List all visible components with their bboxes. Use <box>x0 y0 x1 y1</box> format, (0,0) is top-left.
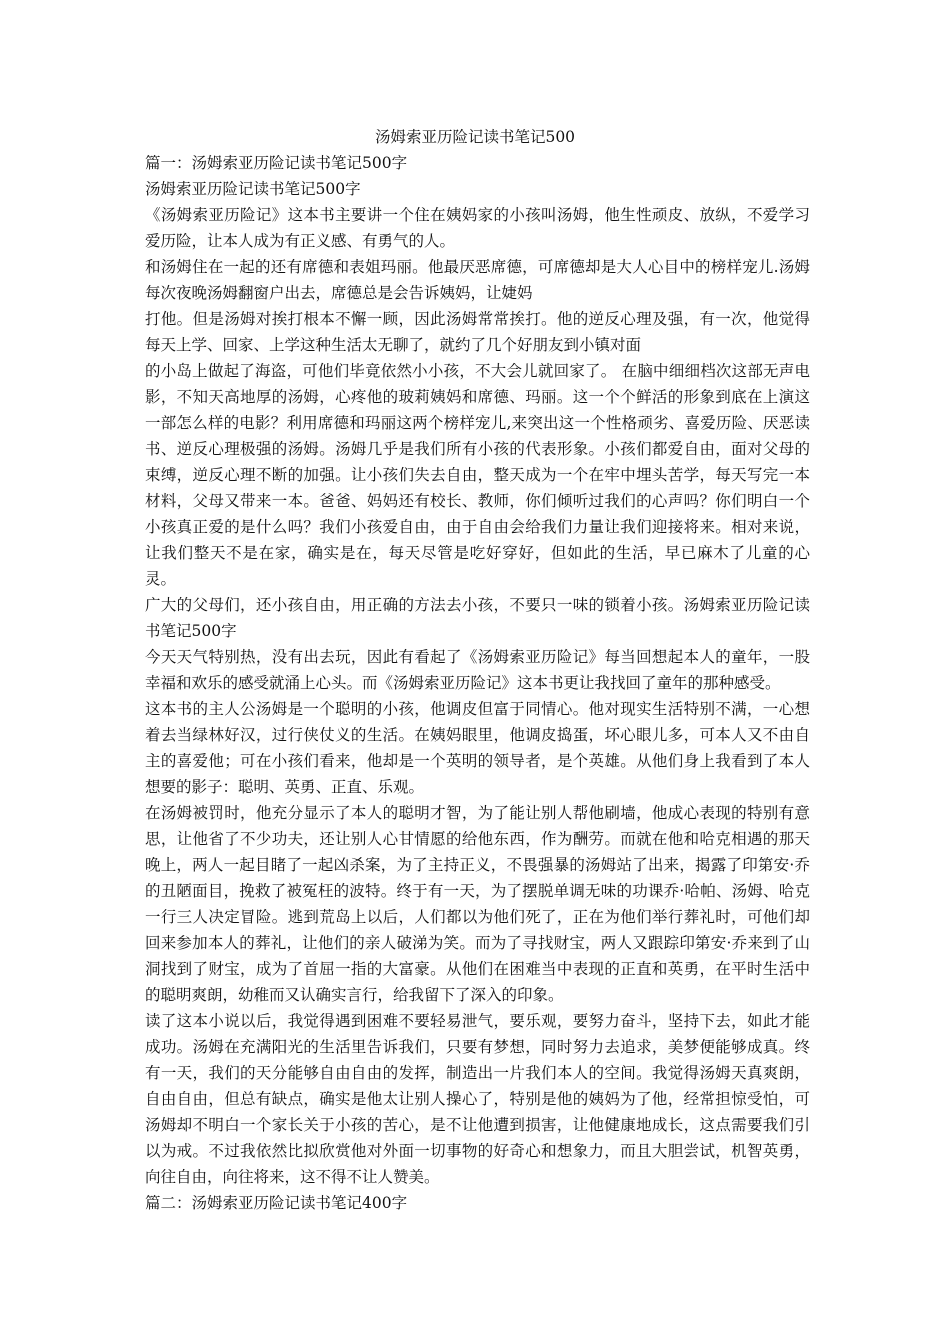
paragraph: 今天天气特别热，没有出去玩，因此有看起了《汤姆索亚历险记》每当回想起本人的童年，一股幸福和欢乐的感受就涌上心头。而《汤姆索亚历险记》这本书更让我找回了童年的那种感受。 <box>145 648 810 692</box>
paragraph-heading-part-1: 篇一：汤姆索亚历险记读书笔记500字 <box>145 154 408 172</box>
paragraph: 这本书的主人公汤姆是一个聪明的小孩，他调皮但富于同情心。他对现实生活特别不满，一心想着去当绿林好汉，过行侠仗义的生活。在姨妈眼里，他调皮捣蛋，坏心眼儿多，可本人又不由自主的喜爱他；可在小孩们看来，他却是一个英明的领导者，是个英雄。从他们身上我看到了本人想要的影子：聪明、英勇、正直、乐观。 <box>145 700 810 796</box>
paragraph: 的小岛上做起了海盗，可他们毕竟依然小小孩，不大会儿就回家了。 在脑中细细档次这部无声电影，不知天高地厚的汤姆，心疼他的玻莉姨妈和席德、玛丽。这一个个鲜活的形象到底在上演这一部怎么样的电影？利用席德和玛丽这两个榜样宠儿,来突出这一个性格顽劣、喜爱历险、厌恶读书、逆反心理极强的汤姆。汤姆几乎是我们所有小孩的代表形象。小孩们都爱自由，面对父母的束缚，逆反心理不断的加强。让小孩们失去自由，整天成为一个在牢中埋头苦学，每天写完一本材料，父母又带来一本。爸爸、妈妈还有校长、教师，你们倾听过我们的心声吗？你们明白一个小孩真正爱的是什么吗？我们小孩爱自由，由于自由会给我们力量让我们迎接将来。相对来说，让我们整天不是在家，确实是在，每天尽管是吃好穿好，但如此的生活，早已麻木了儿童的心灵。 <box>145 362 810 588</box>
document-body <box>145 150 810 1216</box>
paragraph-heading-part-2: 篇二：汤姆索亚历险记读书笔记400字 <box>145 1194 408 1212</box>
paragraph: 《汤姆索亚历险记》这本书主要讲一个住在姨妈家的小孩叫汤姆，他生性顽皮、放纵，不爱学习爱历险，让本人成为有正义感、有勇气的人。 <box>145 206 810 250</box>
paragraph: 打他。但是汤姆对挨打根本不懈一顾，因此汤姆常常挨打。他的逆反心理及强，有一次，他觉得每天上学、回家、上学这种生活太无聊了，就约了几个好朋友到小镇对面 <box>145 310 810 354</box>
paragraph: 读了这本小说以后，我觉得遇到困难不要轻易泄气，要乐观，要努力奋斗，坚持下去，如此才能成功。汤姆在充满阳光的生活里告诉我们，只要有梦想，同时努力去追求，美梦便能够成真。终有一天，我们的天分能够自由自由的发挥，制造出一片我们本人的空间。我觉得汤姆天真爽朗，自由自由，但总有缺点，确实是他太让别人操心了，特别是他的姨妈为了他，经常担惊受怕，可汤姆却不明白一个家长关于小孩的苦心，是不让他遭到损害，让他健康地成长，这点需要我们引以为戒。不过我依然比拟欣赏他对外面一切事物的好奇心和想象力，而且大胆尝试，机智英勇，向往自由，向往将来，这不得不让人赞美。 <box>145 1012 810 1186</box>
document-title: 汤姆索亚历险记读书笔记500 <box>374 128 576 146</box>
paragraph: 和汤姆住在一起的还有席德和表姐玛丽。他最厌恶席德，可席德却是大人心目中的榜样宠儿.汤姆每次夜晚汤姆翻窗户出去，席德总是会告诉姨妈，让婕妈 <box>145 258 810 302</box>
paragraph: 在汤姆被罚时，他充分显示了本人的聪明才智，为了能让别人帮他刷墙，他成心表现的特别有意思，让他省了不少功夫，还让别人心甘情愿的给他东西，作为酬劳。而就在他和哈克相遇的那天晚上，两人一起目睹了一起凶杀案，为了主持正义，不畏强暴的汤姆站了出来，揭露了印第安·乔的丑陋面目，挽救了被冤枉的波特。终于有一天，为了摆脱单调无味的功课乔·哈帕、汤姆、哈克一行三人决定冒险。逃到荒岛上以后，人们都以为他们死了，正在为他们举行葬礼时，可他们却回来参加本人的葬礼，让他们的亲人破涕为笑。而为了寻找财宝，两人又跟踪印第安·乔来到了山洞找到了财宝，成为了首屈一指的大富豪。从他们在困难当中表现的正直和英勇，在平时生活中的聪明爽朗，幼稚而又认确实言行，给我留下了深入的印象。 <box>145 804 810 1004</box>
paragraph-subheading: 汤姆索亚历险记读书笔记500字 <box>145 180 361 198</box>
paragraph: 广大的父母们，还小孩自由，用正确的方法去小孩，不要只一味的锁着小孩。汤姆索亚历险记读书笔记500字 <box>145 596 810 640</box>
